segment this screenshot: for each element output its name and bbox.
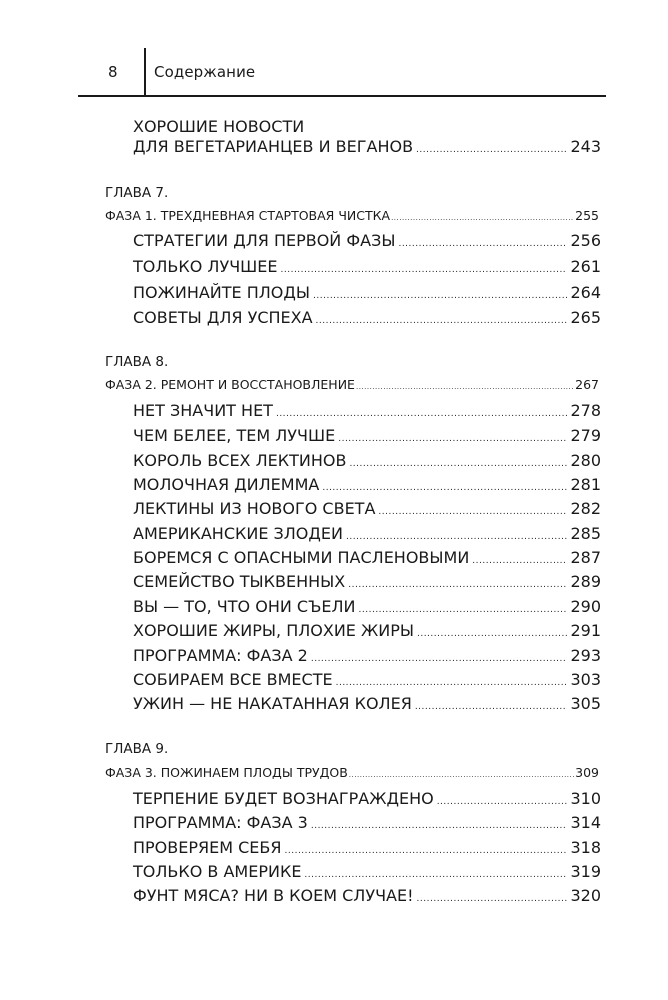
leader-dots	[398, 233, 567, 255]
toc-entry[interactable]	[133, 596, 601, 618]
toc-phase-page: 267	[575, 377, 599, 392]
toc-entry-page: 310	[570, 789, 601, 808]
toc-entry-page: 278	[570, 401, 601, 420]
toc-entry-page: 289	[570, 572, 601, 591]
toc-entry-page: 265	[570, 308, 601, 327]
header-divider-vertical	[144, 48, 146, 96]
toc-entry[interactable]	[133, 400, 601, 422]
toc-entry-page: 282	[570, 499, 601, 518]
leader-dots	[378, 501, 567, 523]
toc-phase-title: ФАЗА 2. РЕМОНТ И ВОССТАНОВЛЕНИЕ	[105, 377, 355, 392]
toc-entry-page: 285	[570, 524, 601, 543]
toc-entry-title: ТЕРПЕНИЕ БУДЕТ ВОЗНАГРАЖДЕНО	[133, 789, 434, 808]
toc-entry-page: 318	[570, 838, 601, 857]
page-header	[78, 48, 606, 98]
chapter-heading: ГЛАВА 8.	[105, 354, 169, 370]
toc-entry-title: ПРОГРАММА: ФАЗА 3	[133, 813, 308, 832]
leader-dots	[437, 791, 568, 813]
toc-entry-page: 320	[570, 886, 601, 905]
toc-entry-title: СТРАТЕГИИ ДЛЯ ПЕРВОЙ ФАЗЫ	[133, 231, 396, 250]
leader-dots	[356, 378, 574, 396]
toc-entry[interactable]	[133, 282, 601, 304]
toc-entry-page: 287	[570, 548, 601, 567]
toc-entry-page: 264	[570, 283, 601, 302]
toc-phase-title: ФАЗА 1. ТРЕХДНЕВНАЯ СТАРТОВАЯ ЧИСТКА	[105, 208, 391, 223]
toc-entry-title: СОБИРАЕМ ВСЕ ВМЕСТЕ	[133, 670, 333, 689]
toc-entry[interactable]	[133, 693, 601, 715]
toc-entry-page: 280	[570, 451, 601, 470]
toc-entry[interactable]	[133, 547, 601, 569]
toc-entry[interactable]	[133, 645, 601, 667]
toc-entry-page: 256	[570, 231, 601, 250]
toc-entry[interactable]	[133, 474, 601, 496]
toc-entry-title: УЖИН — НЕ НАКАТАННАЯ КОЛЕЯ	[133, 694, 412, 713]
leader-dots	[391, 209, 574, 227]
toc-entry[interactable]	[133, 669, 601, 691]
leader-dots	[415, 696, 568, 718]
leader-dots	[322, 477, 567, 499]
running-title: Содержание	[154, 63, 256, 81]
toc-entry-title: ХОРОШИЕ ЖИРЫ, ПЛОХИЕ ЖИРЫ	[133, 621, 414, 640]
leader-dots	[359, 599, 568, 621]
chapter-heading: ГЛАВА 7.	[105, 185, 169, 201]
leader-dots	[311, 648, 568, 670]
toc-entry[interactable]	[133, 450, 601, 472]
leader-dots	[304, 864, 567, 886]
toc-entry-title: ТОЛЬКО В АМЕРИКЕ	[133, 862, 302, 881]
toc-entry[interactable]	[133, 136, 601, 158]
toc-entry-page: 281	[570, 475, 601, 494]
leader-dots	[416, 139, 567, 161]
leader-dots	[285, 840, 568, 862]
leader-dots	[281, 259, 568, 281]
toc-entry[interactable]	[133, 230, 601, 252]
leader-dots	[316, 310, 568, 332]
toc-entry-page: 303	[570, 670, 601, 689]
toc-entry-title: СОВЕТЫ ДЛЯ УСПЕХА	[133, 308, 313, 327]
toc-entry-title: ПРОГРАММА: ФАЗА 2	[133, 646, 308, 665]
leader-dots	[472, 550, 567, 572]
toc-entry[interactable]	[133, 861, 601, 883]
toc-entry-title: ВЫ — ТО, ЧТО ОНИ СЪЕЛИ	[133, 597, 356, 616]
toc-entry-title: КОРОЛЬ ВСЕХ ЛЕКТИНОВ	[133, 451, 347, 470]
toc-entry-title: ПОЖИНАЙТЕ ПЛОДЫ	[133, 283, 311, 302]
toc-phase-entry[interactable]	[105, 764, 599, 782]
toc-entry-title: БОРЕМСЯ С ОПАСНЫМИ ПАСЛЕНОВЫМИ	[133, 548, 470, 567]
leader-dots	[311, 815, 568, 837]
leader-dots	[338, 428, 567, 450]
toc-phase-title: ФАЗА 3. ПОЖИНАЕМ ПЛОДЫ ТРУДОВ	[105, 765, 348, 780]
toc-entry-title: СЕМЕЙСТВО ТЫКВЕННЫХ	[133, 572, 346, 591]
leader-dots	[349, 453, 567, 475]
toc-entry[interactable]	[133, 425, 601, 447]
header-rule	[78, 95, 606, 97]
toc-entry-page: 279	[570, 426, 601, 445]
toc-entry-title: ЧЕМ БЕЛЕЕ, ТЕМ ЛУЧШЕ	[133, 426, 336, 445]
toc-entry[interactable]	[133, 837, 601, 859]
toc-entry[interactable]	[133, 571, 601, 593]
leader-dots	[349, 766, 574, 784]
toc-entry-title: ТОЛЬКО ЛУЧШЕЕ	[133, 257, 278, 276]
toc-entry-title: АМЕРИКАНСКИЕ ЗЛОДЕИ	[133, 524, 343, 543]
leader-dots	[276, 403, 568, 425]
toc-entry[interactable]	[133, 620, 601, 642]
toc-entry-page: 243	[570, 137, 601, 156]
toc-entry-page: 319	[570, 862, 601, 881]
toc-entry-title: ФУНТ МЯСА? НИ В КОЕМ СЛУЧАЕ!	[133, 886, 414, 905]
leader-dots	[346, 526, 567, 548]
toc-entry[interactable]	[133, 256, 601, 278]
toc-entry-page: 290	[570, 597, 601, 616]
toc-entry-page: 314	[570, 813, 601, 832]
toc-entry-title: ЛЕКТИНЫ ИЗ НОВОГО СВЕТА	[133, 499, 376, 518]
leader-dots	[313, 285, 567, 307]
toc-entry-title: ДЛЯ ВЕГЕТАРИАНЦЕВ И ВЕГАНОВ	[133, 137, 414, 156]
leader-dots	[417, 888, 568, 910]
toc-phase-page: 255	[575, 208, 599, 223]
toc-entry-page: 293	[570, 646, 601, 665]
leader-dots	[348, 574, 567, 596]
toc-entry[interactable]	[133, 307, 601, 329]
toc-entry-line: ХОРОШИЕ НОВОСТИ	[133, 117, 305, 136]
toc-entry[interactable]	[133, 885, 601, 907]
toc-entry[interactable]	[133, 523, 601, 545]
page-number: 8	[108, 63, 118, 81]
toc-entry-page: 291	[570, 621, 601, 640]
toc-entry-page: 305	[570, 694, 601, 713]
leader-dots	[336, 672, 568, 694]
toc-entry-title: МОЛОЧНАЯ ДИЛЕММА	[133, 475, 320, 494]
toc-entry[interactable]	[133, 788, 601, 810]
toc-phase-page: 309	[575, 765, 599, 780]
toc-phase-entry[interactable]	[105, 376, 599, 394]
leader-dots	[417, 623, 567, 645]
toc-entry[interactable]	[133, 498, 601, 520]
toc-phase-entry[interactable]	[105, 207, 599, 225]
chapter-heading: ГЛАВА 9.	[105, 741, 169, 757]
toc-entry-title: ПРОВЕРЯЕМ СЕБЯ	[133, 838, 282, 857]
toc-entry[interactable]	[133, 812, 601, 834]
toc-entry-title: НЕТ ЗНАЧИТ НЕТ	[133, 401, 273, 420]
toc-entry-page: 261	[570, 257, 601, 276]
